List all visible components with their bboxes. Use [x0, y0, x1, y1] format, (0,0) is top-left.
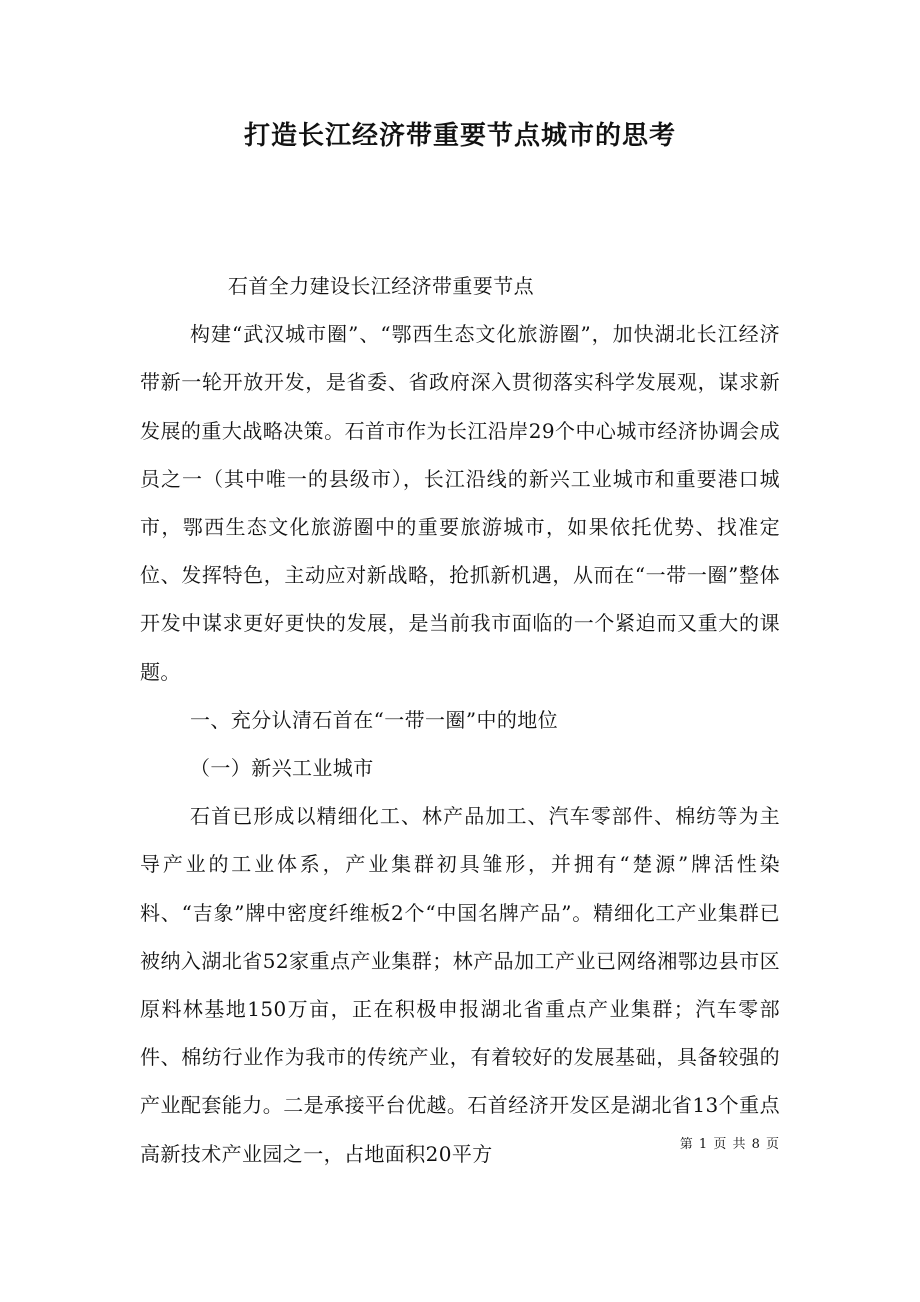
body-paragraph: 石首已形成以精细化工、林产品加工、汽车零部件、棉纺等为主导产业的工业体系，产业集群初具雏形，并拥有“楚源”牌活性染料、“吉象”牌中密度纤维板2个“中国名牌产品”。精细化工产业集群已被纳入湖北省52家重点产业集群；林产品加工产业已网络湘鄂边县市区原料林基地150万亩，正在积极申报湖北省重点产业集群；汽车零部件、棉纺行业作为我市的传统产业，有着较好的发展基础，具备较强的产业配套能力。二是承接平台优越。石首经济开发区是湖北省13个重点高新技术产业园之一，占地面积20平方 — [140, 804, 780, 1166]
subsection-heading: （一）新兴工业城市 — [190, 756, 374, 781]
page-footer — [680, 1135, 780, 1155]
document-title: 打造长江经济带重要节点城市的思考 — [243, 121, 676, 151]
page-number: 第 1 页 共 8 页 — [679, 1137, 780, 1152]
section-heading: 石首全力建设长江经济带重要节点 — [228, 274, 534, 298]
document-body — [140, 262, 780, 1178]
section-heading: 一、充分认清石首在“一带一圈”中的地位 — [190, 707, 559, 732]
body-paragraph: 构建“武汉城市圈”、“鄂西生态文化旅游圈”，加快湖北长江经济带新一轮开放开发，是省委、省政府深入贯彻落实科学发展观，谋求新发展的重大战略决策。石首市作为长江沿岸29个中心城市经济协调会成员之一（其中唯一的县级市），长江沿线的新兴工业城市和重要港口城市，鄂西生态文化旅游圈中的重要旅游城市，如果依托优势、找准定位、发挥特色，主动应对新战略，抢抓新机遇，从而在“一带一圈”整体开发中谋求更好更快的发展，是当前我市面临的一个紧迫而又重大的课题。 — [140, 322, 780, 684]
